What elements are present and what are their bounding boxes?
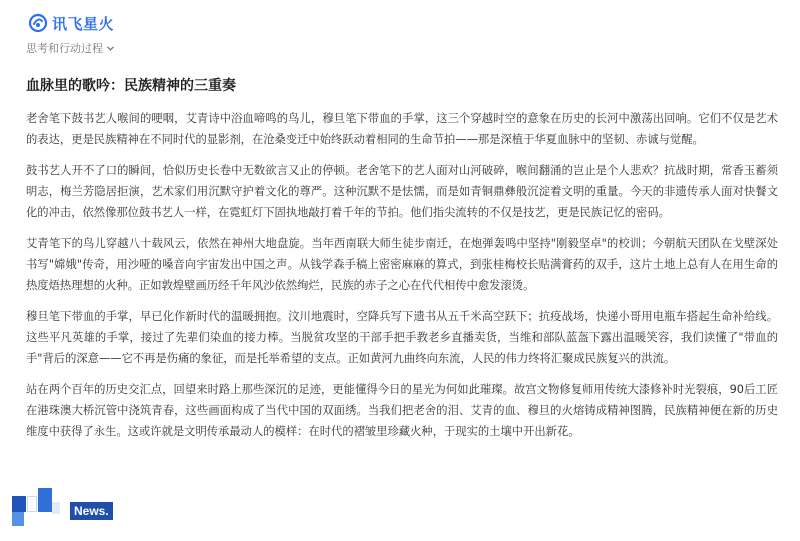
- article-paragraph: 艾青笔下的鸟儿穿越八十载风云，依然在神州大地盘旋。当年西南联大师生徒步南迁，在炮弹轰鸣中坚持"刚毅坚卓"的校训；今朝航天团队在戈壁深处书写"嫦娥"传奇，用沙哑的嗓音向宇宙发出中国之声。从钱学森手稿上密密麻麻的算式，到张桂梅校长贴满膏药的双手，这片土地上总有人在用生命的热度焐热理想的火种。正如敦煌壁画历经千年风沙依然绚烂，民族的赤子之心在代代相传中愈发滚烫。: [26, 237, 778, 292]
- chevron-down-icon: [106, 44, 115, 53]
- thinking-process-toggle[interactable]: [26, 40, 115, 56]
- article-paragraph: 鼓书艺人开不了口的瞬间，恰似历史长卷中无数欲言又止的停顿。老舍笔下的艺人面对山河破碎，喉间翻涌的岂止是个人悲欢？抗战时期，常香玉蓄须明志，梅兰芳隐居拒演，艺术家们用沉默守护着文化的尊严。这种沉默不是怯懦，而是如青铜鼎彝般沉淀着文明的重量。今天的非遗传承人面对快餐文化的冲击，依然像那位鼓书艺人一样，在霓虹灯下固执地敲打着千年的节拍。他们指尖流转的不仅是技艺，更是民族记忆的密码。: [26, 164, 778, 219]
- brand-name: 讯飞星火: [52, 14, 115, 33]
- article-paragraph: 站在两个百年的历史交汇点，回望来时路上那些深沉的足迹，更能懂得今日的星光为何如此璀璨。故宫文物修复师用传统大漆修补时光裂痕，90后工匠在港珠澳大桥沉管中浇筑青春，这些画面构成了当代中国的双面绣。当我们把老舍的泪、艾青的血、穆旦的火熔铸成精神图腾，民族精神便在新的历史维度中获得了永生。这或许就是文明传承最动人的模样：在时代的褶皱里珍藏火种，于现实的土壤中开出新花。: [26, 383, 778, 438]
- brand-header[interactable]: [28, 12, 114, 34]
- article-paragraph: 老舍笔下鼓书艺人喉间的哽咽，艾青诗中浴血啼鸣的鸟儿，穆旦笔下带血的手掌，这三个穿越时空的意象在历史的长河中激荡出回响。它们不仅是艺术的表达，更是民族精神在不同时代的显影剂，在沧桑变迁中始终跃动着相同的生命节拍——那是深植于华夏血脉中的坚韧、赤诚与觉醒。: [26, 112, 778, 146]
- watermark-news-badge: News.: [70, 502, 113, 520]
- article-body: [26, 108, 778, 452]
- spark-logo-icon: [28, 13, 48, 33]
- article-paragraph: 穆旦笔下带血的手掌，早已化作新时代的温暖拥抱。汶川地震时，空降兵写下遗书从五千米高空跃下；抗疫战场，快递小哥用电瓶车搭起生命补给线。这些平凡英雄的手掌，接过了先辈们染血的接力棒。当脱贫攻坚的干部手把手教老乡直播卖货，当维和部队蓝盔下露出温暖笑容，我们读懂了"带血的手"背后的深意——它不再是伤痛的象征，而是托举希望的支点。正如黄河九曲终向东流，人民的伟力终将汇聚成民族复兴的洪流。: [26, 310, 778, 365]
- thinking-process-label: 思考和行动过程: [26, 42, 103, 55]
- article-title: 血脉里的歌吟：民族精神的三重奏: [26, 78, 236, 94]
